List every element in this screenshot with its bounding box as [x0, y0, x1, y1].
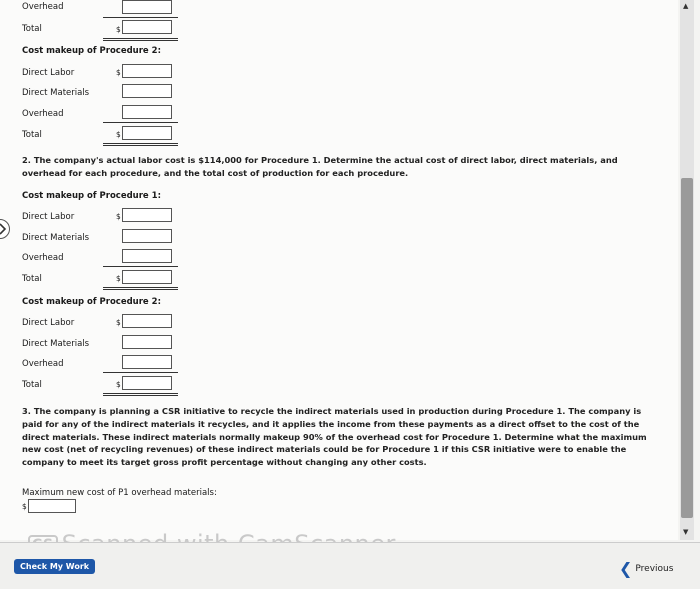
overhead-input[interactable] — [122, 355, 172, 369]
proc2-heading: Cost makeup of Procedure 2: — [22, 46, 161, 56]
total-input[interactable] — [122, 376, 172, 390]
scroll-down-icon[interactable]: ▼ — [683, 528, 689, 536]
total-label: Total — [22, 24, 42, 34]
divider — [103, 395, 178, 396]
dollar-sign: $ — [116, 212, 121, 221]
previous-button[interactable] — [619, 559, 673, 578]
row-label: Direct Materials — [22, 233, 90, 243]
total-input[interactable] — [122, 270, 172, 284]
footer-bar — [0, 542, 700, 589]
dollar-sign: $ — [116, 380, 121, 389]
row-label: Total — [22, 380, 42, 390]
divider — [103, 122, 178, 123]
dollar-sign: $ — [116, 68, 121, 77]
direct-materials-input[interactable] — [122, 335, 172, 349]
divider — [103, 145, 178, 146]
overhead-label: Overhead — [22, 2, 64, 12]
row-label: Overhead — [22, 253, 64, 263]
overhead-input[interactable] — [122, 105, 172, 119]
total-input-proc1-part1[interactable] — [122, 20, 172, 34]
dollar-sign: $ — [116, 274, 121, 283]
previous-label: Previous — [635, 564, 674, 574]
scroll-up-icon[interactable]: ▲ — [683, 2, 689, 10]
scrollbar-thumb[interactable] — [681, 178, 693, 518]
direct-labor-input[interactable] — [122, 64, 172, 78]
row-label: Direct Materials — [22, 339, 90, 349]
divider — [103, 40, 178, 41]
proc2-heading: Cost makeup of Procedure 2: — [22, 297, 161, 307]
answer-3-label: Maximum new cost of P1 overhead materials: — [22, 488, 217, 498]
row-label: Direct Labor — [22, 212, 75, 222]
chevron-left-icon: ❮ — [619, 559, 633, 578]
direct-materials-input[interactable] — [122, 84, 172, 98]
proc1-heading: Cost makeup of Procedure 1: — [22, 191, 161, 201]
direct-labor-input[interactable] — [122, 314, 172, 328]
row-label: Overhead — [22, 359, 64, 369]
direct-labor-input[interactable] — [122, 208, 172, 222]
divider — [103, 266, 178, 267]
question-3-text: 3. The company is planning a CSR initiative to recycle the indirect materials used in production during Procedure 1. The company is paid for any of the indirect materials it recycles, and it applies the income from these payments as a direct offset to the cost of the direct materials. These indirect materials normally makeup 90% of the overhead cost for Procedure 1. Determine what the maximum new cost (net of recycling revenues) of these indirect materials could be for Procedure 1 if this CSR initiative were to enable the company to meet its target gross profit percentage without changing any other costs. — [22, 406, 647, 468]
vertical-scrollbar[interactable] — [680, 0, 694, 540]
divider — [103, 372, 178, 373]
max-new-cost-input[interactable] — [28, 499, 76, 513]
row-label: Overhead — [22, 109, 64, 119]
divider — [103, 17, 178, 18]
row-label: Direct Labor — [22, 68, 75, 78]
check-my-work-button[interactable]: Check My Work — [14, 559, 95, 574]
direct-materials-input[interactable] — [122, 229, 172, 243]
dollar-sign: $ — [22, 502, 27, 511]
overhead-input[interactable] — [122, 249, 172, 263]
total-input[interactable] — [122, 126, 172, 140]
row-label: Direct Labor — [22, 318, 75, 328]
overhead-input-proc1-part1[interactable] — [122, 0, 172, 14]
divider — [103, 38, 178, 39]
dollar-sign: $ — [116, 25, 121, 34]
dollar-sign: $ — [116, 130, 121, 139]
divider — [103, 289, 178, 290]
dollar-sign: $ — [116, 318, 121, 327]
row-label: Total — [22, 130, 42, 140]
divider — [103, 143, 178, 144]
expand-chevron-icon[interactable] — [0, 219, 10, 239]
question-2-text: 2. The company's actual labor cost is $114,000 for Procedure 1. Determine the actual cost of direct labor, direct materials, and overhead for each procedure, and the total cost of production for each procedure. — [22, 155, 618, 178]
row-label: Direct Materials — [22, 88, 90, 98]
divider — [103, 393, 178, 394]
divider — [103, 287, 178, 288]
row-label: Total — [22, 274, 42, 284]
